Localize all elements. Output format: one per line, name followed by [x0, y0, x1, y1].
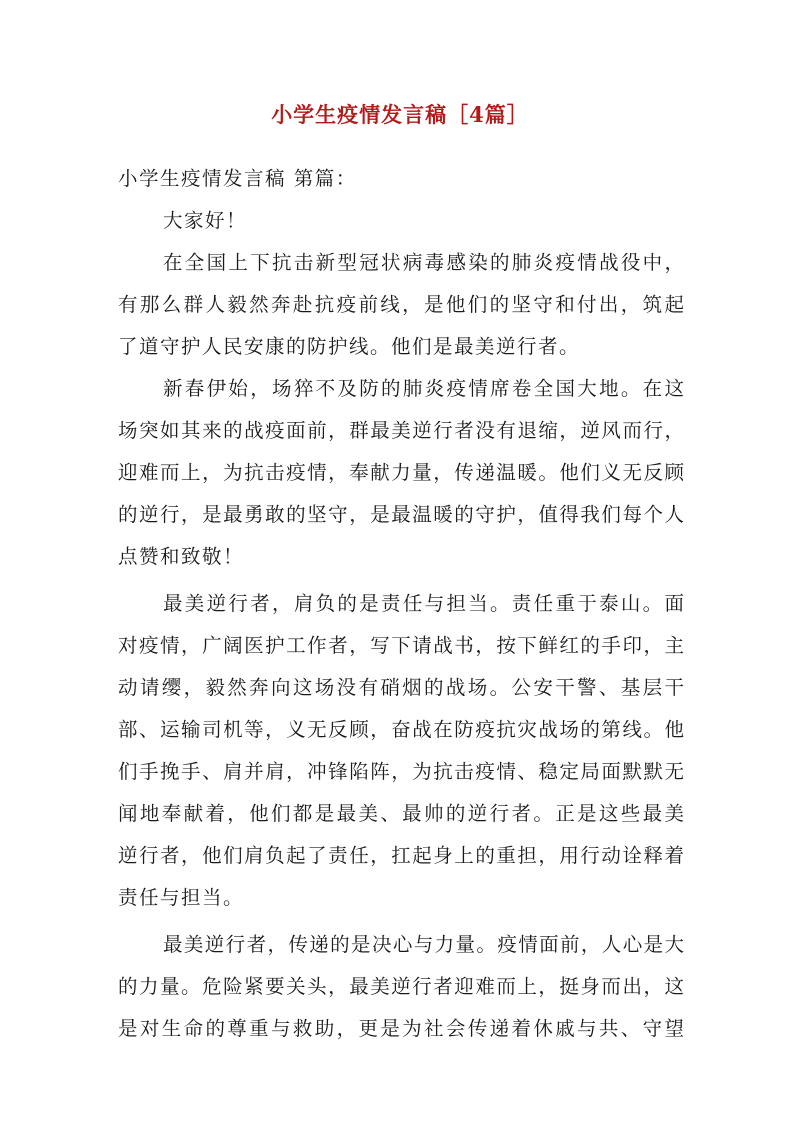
- paragraph-1: [118, 242, 684, 368]
- text-line: 最美逆行者，传递的是决心与力量。疫情面前，人心是大: [163, 933, 684, 956]
- text-line: 们手挽手、肩并肩，冲锋陷阵，为抗击疫情、稳定局面默默无: [118, 760, 684, 783]
- text-line: 部、运输司机等，义无反顾，奋战在防疫抗灾战场的第线。他: [118, 718, 684, 741]
- text-line: 责任与担当。: [118, 886, 245, 909]
- text-line: 在全国上下抗击新型冠状病毒感染的肺炎疫情战役中，: [163, 251, 684, 274]
- paragraph-3: [118, 583, 684, 919]
- paragraph-2: [118, 368, 684, 578]
- text-line: 新春伊始，场猝不及防的肺炎疫情席卷全国大地。在这: [163, 377, 684, 400]
- text-line: 迎难而上，为抗击疫情，奉献力量，传递温暖。他们义无反顾: [118, 461, 684, 484]
- text-line: 场突如其来的战疫面前，群最美逆行者没有退缩，逆风而行，: [118, 419, 684, 442]
- text-line: 对疫情，广阔医护工作者，写下请战书，按下鲜红的手印，主: [118, 634, 684, 657]
- document-subtitle: 小学生疫情发言稿 第篇：: [118, 167, 357, 190]
- text-line: 闻地奉献着，他们都是最美、最帅的逆行者。正是这些最美: [118, 802, 684, 825]
- greeting-line: 大家好！: [163, 209, 248, 232]
- text-line: 了道守护人民安康的防护线。他们是最美逆行者。: [118, 335, 581, 358]
- text-line: 点赞和致敬！: [118, 545, 245, 568]
- paragraph-4: [118, 924, 684, 1050]
- text-line: 是对生命的尊重与救助，更是为社会传递着休戚与共、守望: [118, 1017, 684, 1040]
- text-line: 的力量。危险紧要关头，最美逆行者迎难而上，挺身而出，这: [118, 975, 684, 998]
- text-line: 最美逆行者，肩负的是责任与担当。责任重于泰山。面: [163, 592, 684, 615]
- text-line: 逆行者，他们肩负起了责任，扛起身上的重担，用行动诠释着: [118, 844, 684, 867]
- text-line: 有那么群人毅然奔赴抗疫前线，是他们的坚守和付出，筑起: [118, 293, 684, 316]
- text-line: 的逆行，是最勇敢的坚守，是最温暖的守护，值得我们每个人: [118, 503, 684, 526]
- text-line: 动请缨，毅然奔向这场没有硝烟的战场。公安干警、基层干: [118, 676, 684, 699]
- document-title: 小学生疫情发言稿［4篇］: [271, 102, 529, 127]
- document-body: [118, 200, 684, 1050]
